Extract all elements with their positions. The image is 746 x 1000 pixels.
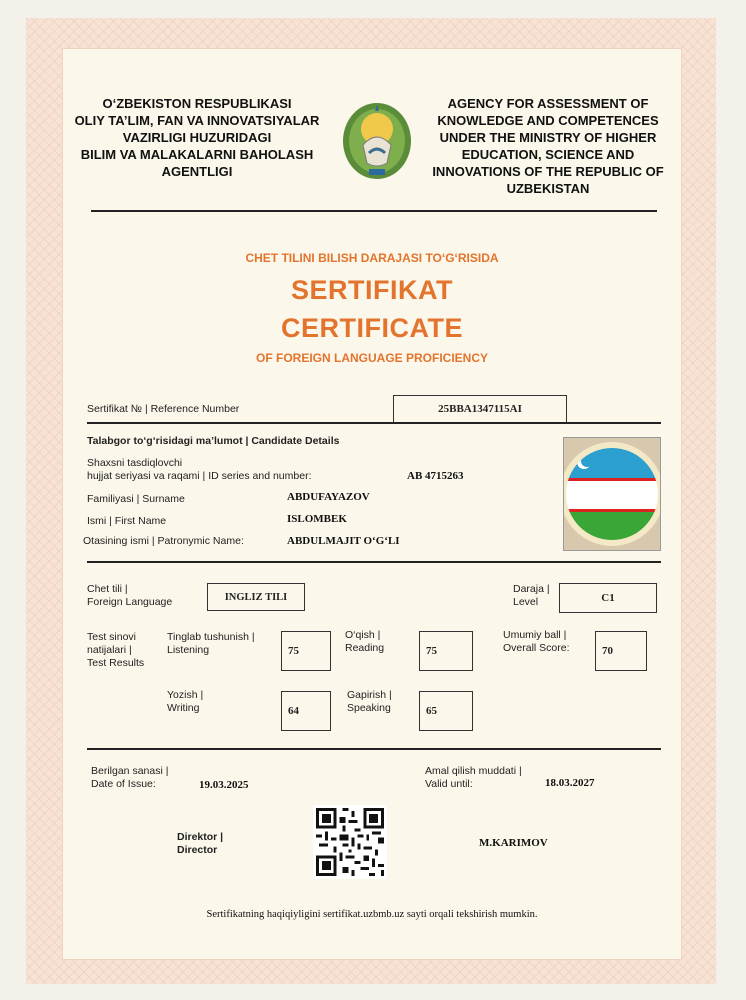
- reference-label: Sertifikat № | Reference Number: [87, 403, 240, 415]
- candidate-divider: [87, 561, 661, 563]
- issue-date-label: Berilgan sanasi | Date of Issue:: [91, 765, 169, 790]
- candidate-section-title: Talabgor to‘g‘risidagi ma’lumot | Candidate Details: [87, 435, 340, 447]
- surname-label: Familiyasi | Surname: [87, 493, 185, 505]
- agency-name-en: AGENCY FOR ASSESSMENT OF KNOWLEDGE AND COMPETENCES UNDER THE MINISTRY OF HIGHER EDUCATION, SCIENCE AND INNOVATIONS OF THE REPUBLIC OF UZBEKISTAN: [432, 96, 664, 196]
- patronymic-label: Otasining ismi | Patronymic Name:: [83, 535, 244, 547]
- overall-score: 70: [595, 631, 647, 671]
- reference-number: 25BBA1347115AI: [393, 395, 567, 423]
- state-emblem-icon: [339, 99, 415, 185]
- candidate-photo: [563, 437, 661, 551]
- director-label: Direktor | Director: [177, 831, 224, 856]
- reading-score: 75: [419, 631, 473, 671]
- valid-until-value: 18.03.2027: [545, 777, 595, 789]
- certificate-title-en: CERTIFICATE: [281, 313, 463, 343]
- valid-until-label: Amal qilish muddati | Valid until:: [425, 765, 522, 790]
- writing-score: 64: [281, 691, 331, 731]
- listening-label: Tinglab tushunish | Listening: [167, 631, 255, 656]
- issue-date-value: 19.03.2025: [199, 779, 249, 791]
- verification-note: Sertifikatning haqiqiyligini sertifikat.uzbmb.uz sayti orqali tekshirish mumkin.: [206, 909, 538, 920]
- firstname-value: ISLOMBEK: [287, 513, 347, 525]
- firstname-label: Ismi | First Name: [87, 515, 167, 527]
- certificate-subtitle-bottom: OF FOREIGN LANGUAGE PROFICIENCY: [255, 351, 488, 365]
- certificate-title-uz: SERTIFIKAT: [291, 275, 453, 305]
- language-value: INGLIZ TILI: [207, 583, 305, 611]
- header-divider: [91, 210, 657, 212]
- speaking-score: 65: [419, 691, 473, 731]
- surname-value: ABDUFAYAZOV: [287, 491, 370, 503]
- agency-name-uz: O‘ZBEKISTON RESPUBLIKASI OLIY TA’LIM, FAN VA INNOVATSIYALAR VAZIRLIGI HUZURIDAGI BILIM VA MALAKALARNI BAHOLASH AGENTLIGI: [74, 96, 320, 179]
- speaking-label: Gapirish | Speaking: [347, 689, 392, 714]
- level-value: C1: [559, 583, 657, 613]
- results-divider: [87, 748, 661, 750]
- reading-label: O‘qish | Reading: [345, 629, 385, 654]
- id-value: AB 4715263: [407, 470, 464, 482]
- patronymic-value: ABDULMAJIT O‘G‘LI: [287, 535, 400, 547]
- director-name: M.KARIMOV: [479, 837, 548, 849]
- certificate-paper: [62, 48, 682, 960]
- overall-label: Umumiy ball | Overall Score:: [503, 629, 570, 654]
- writing-label: Yozish | Writing: [167, 689, 204, 714]
- language-label: Chet tili | Foreign Language: [87, 583, 173, 608]
- level-label: Daraja | Level: [513, 583, 550, 608]
- id-label: Shaxsni tasdiqlovchi hujjat seriyasi va raqami | ID series and number:: [87, 457, 312, 482]
- listening-score: 75: [281, 631, 331, 671]
- certificate-subtitle-top: CHET TILINI BILISH DARAJASI TO‘G‘RISIDA: [245, 251, 499, 265]
- reference-divider: [87, 422, 661, 424]
- qr-code-icon: [313, 805, 387, 879]
- results-label: Test sinovi natijalari | Test Results: [87, 631, 145, 669]
